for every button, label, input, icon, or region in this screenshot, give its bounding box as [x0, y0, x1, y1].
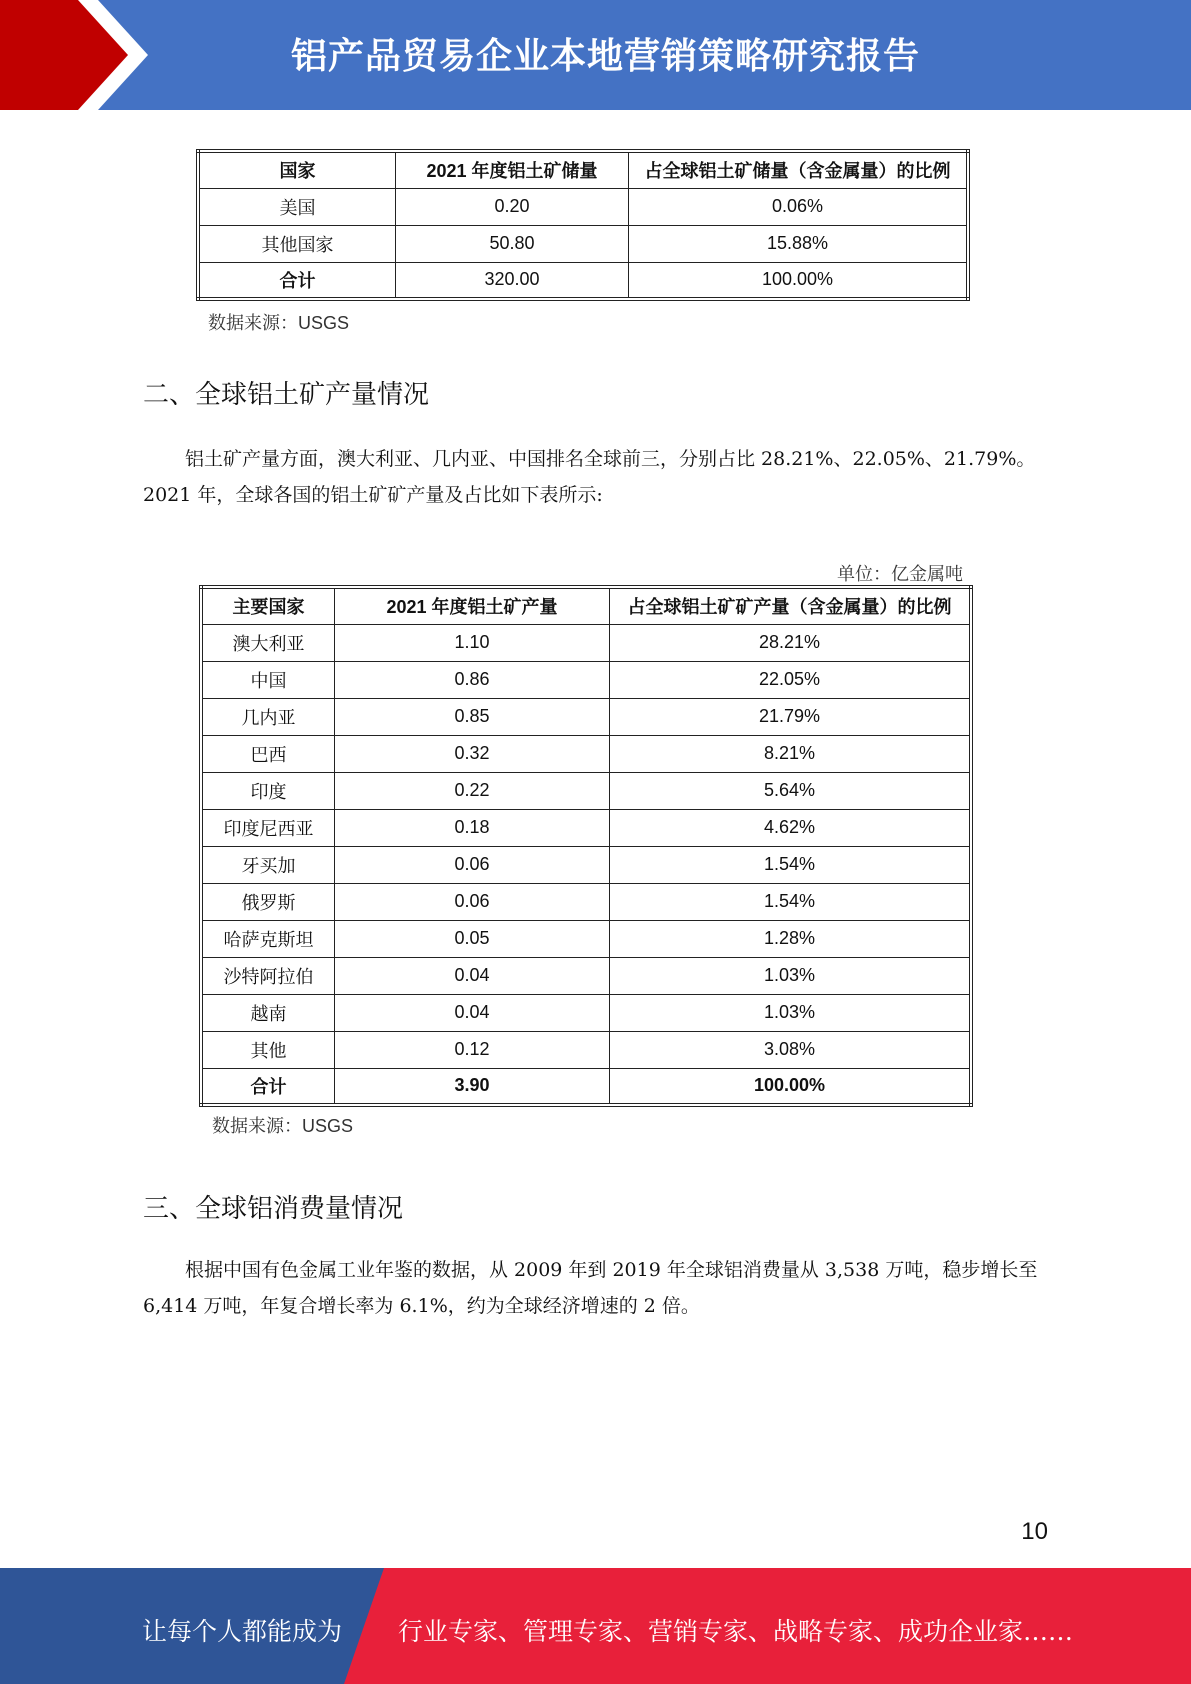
column-header: 占全球铝土矿矿产量（含金属量）的比例 [610, 587, 972, 624]
table-cell: 0.20 [396, 188, 629, 225]
table-row [201, 624, 971, 661]
section-heading: 三、全球铝消费量情况 [143, 1194, 404, 1224]
table-cell: 1.54% [610, 846, 972, 883]
table-cell: 印度 [201, 772, 335, 809]
table-cell: 50.80 [396, 225, 629, 262]
table-row [201, 698, 971, 735]
table-cell: 22.05% [610, 661, 972, 698]
table-row [201, 957, 971, 994]
table-cell: 100.00% [629, 262, 969, 299]
table-header-row [198, 151, 968, 188]
footer-slogan-right: 行业专家、管理专家、营销专家、战略专家、成功企业家…… [398, 1617, 1074, 1646]
table-cell: 沙特阿拉伯 [201, 957, 335, 994]
table-row [201, 809, 971, 846]
table-row [198, 225, 968, 262]
table-cell: 15.88% [629, 225, 969, 262]
column-header: 国家 [198, 151, 396, 188]
table-cell: 100.00% [610, 1068, 972, 1105]
table-cell: 1.54% [610, 883, 972, 920]
table-cell: 0.06 [335, 883, 610, 920]
table-cell: 美国 [198, 188, 396, 225]
footer-slogan-left: 让每个人都能成为 [142, 1617, 343, 1646]
table-row [201, 846, 971, 883]
table-header-row [201, 587, 971, 624]
table-cell: 其他国家 [198, 225, 396, 262]
table-cell: 0.12 [335, 1031, 610, 1068]
table-row [201, 735, 971, 772]
page-number: 10 [1021, 1518, 1048, 1545]
table-cell: 0.06% [629, 188, 969, 225]
table-row [201, 1031, 971, 1068]
page-header [0, 0, 1191, 110]
table-cell: 1.10 [335, 624, 610, 661]
column-header: 主要国家 [201, 587, 335, 624]
table-cell: 合计 [198, 262, 396, 299]
table-row [201, 994, 971, 1031]
table-cell: 哈萨克斯坦 [201, 920, 335, 957]
table-cell: 0.06 [335, 846, 610, 883]
table-cell: 3.90 [335, 1068, 610, 1105]
table-cell: 巴西 [201, 735, 335, 772]
table-cell: 0.86 [335, 661, 610, 698]
table-cell: 俄罗斯 [201, 883, 335, 920]
table2-unit: 单位：亿金属吨 [837, 564, 963, 584]
table-row [201, 883, 971, 920]
table-cell: 其他 [201, 1031, 335, 1068]
table-cell: 1.03% [610, 994, 972, 1031]
table-cell: 0.32 [335, 735, 610, 772]
section-heading: 二、全球铝土矿产量情况 [143, 380, 430, 410]
table-row [201, 920, 971, 957]
table-cell: 320.00 [396, 262, 629, 299]
table-total-row [201, 1068, 971, 1105]
table-cell: 澳大利亚 [201, 624, 335, 661]
table-cell: 21.79% [610, 698, 972, 735]
table-cell: 几内亚 [201, 698, 335, 735]
table-row [201, 772, 971, 809]
table-cell: 5.64% [610, 772, 972, 809]
table-cell: 牙买加 [201, 846, 335, 883]
table-cell: 越南 [201, 994, 335, 1031]
paragraph: 铝土矿产量方面，澳大利亚、几内亚、中国排名全球前三，分别占比 28.21%、22.05%、21.79%。2021 年，全球各国的铝土矿矿产量及占比如下表所示: [143, 448, 1036, 506]
paragraph: 根据中国有色金属工业年鉴的数据，从 2009 年到 2019 年全球铝消费量从 3,538 万吨，稳步增长至 6,414 万吨，年复合增长率为 6.1%，约为全球经济增速的 2 倍。 [143, 1259, 1038, 1317]
bauxite-reserves-table [196, 149, 970, 301]
bauxite-production-table [199, 585, 973, 1107]
table1-source: 数据来源：USGS [208, 313, 350, 333]
table-cell: 0.04 [335, 994, 610, 1031]
table-cell: 0.85 [335, 698, 610, 735]
table-row [198, 262, 968, 299]
table-cell: 1.03% [610, 957, 972, 994]
table-cell: 1.28% [610, 920, 972, 957]
table-cell: 28.21% [610, 624, 972, 661]
table-cell: 中国 [201, 661, 335, 698]
table-cell: 8.21% [610, 735, 972, 772]
table-cell: 4.62% [610, 809, 972, 846]
table-cell: 0.05 [335, 920, 610, 957]
column-header: 占全球铝土矿储量（含金属量）的比例 [629, 151, 969, 188]
column-header: 2021 年度铝土矿储量 [396, 151, 629, 188]
table-cell: 0.04 [335, 957, 610, 994]
column-header: 2021 年度铝土矿产量 [335, 587, 610, 624]
report-title: 铝产品贸易企业本地营销策略研究报告 [290, 36, 920, 77]
table-row [201, 661, 971, 698]
table-cell: 0.22 [335, 772, 610, 809]
table2-source: 数据来源：USGS [212, 1116, 354, 1136]
table-row [198, 188, 968, 225]
table-cell: 合计 [201, 1068, 335, 1105]
table-cell: 0.18 [335, 809, 610, 846]
table-cell: 3.08% [610, 1031, 972, 1068]
table-cell: 印度尼西亚 [201, 809, 335, 846]
